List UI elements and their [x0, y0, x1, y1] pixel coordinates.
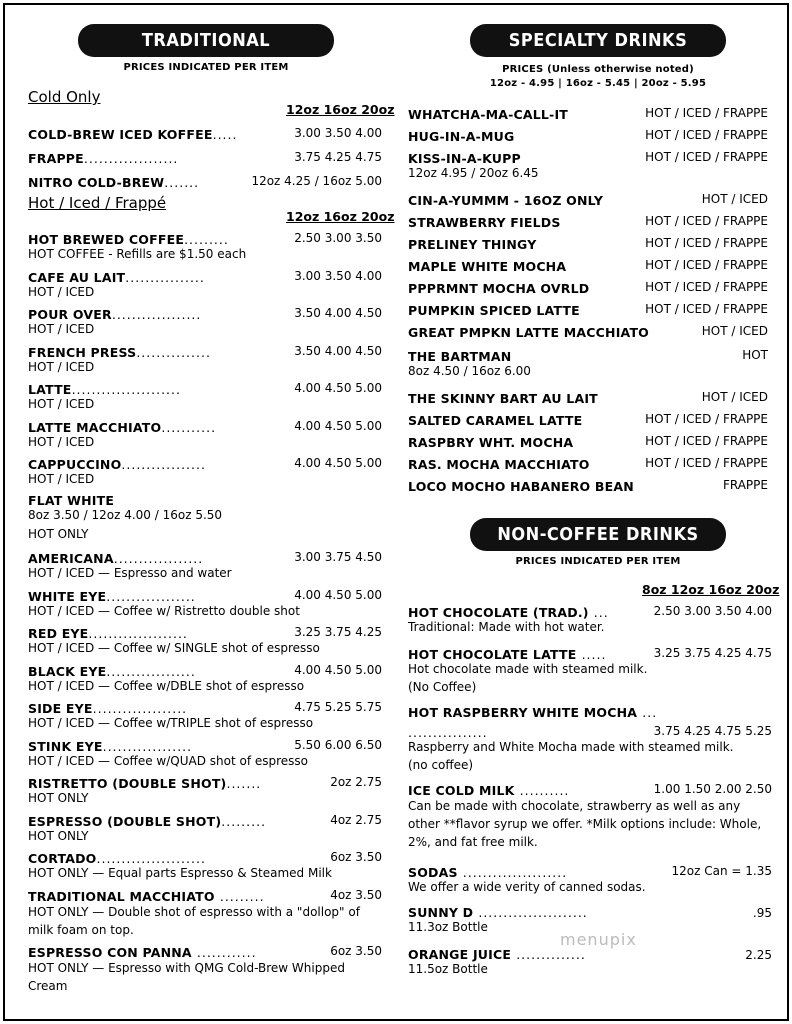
leader-dots: ............	[196, 945, 257, 960]
item-name: LATTE	[28, 382, 72, 397]
item-name: WHATCHA-MA-CALL-IT	[408, 107, 569, 122]
hot-item	[28, 417, 216, 436]
leader-dots: ...	[642, 705, 658, 720]
item-name: SIDE EYE	[28, 701, 93, 716]
specialty-item	[408, 190, 603, 209]
item-desc: HOT ONLY — Double shot of espresso with a "dollop" of milk foam on top.	[28, 905, 360, 937]
leader-dots: .................	[121, 457, 206, 472]
hot-item	[28, 267, 205, 286]
item-desc: HOT / ICED	[28, 472, 95, 486]
item-name: CIN-A-YUMMM - 16OZ ONLY	[408, 193, 604, 208]
item-name: ICE COLD MILK	[408, 783, 515, 798]
specialty-item	[408, 300, 580, 319]
cold-item	[28, 172, 199, 191]
item-desc: Traditional: Made with hot water.	[408, 620, 605, 634]
cold-only-heading: Cold Only	[28, 88, 101, 106]
item-options: HOT / ICED / FRAPPE	[645, 106, 768, 120]
item-desc: HOT / ICED	[28, 397, 95, 411]
hot-item	[28, 229, 229, 248]
item-desc: Hot chocolate made with steamed milk.	[408, 662, 648, 676]
item-price: 3.75 4.25 4.75	[294, 150, 382, 164]
item-name: FRENCH PRESS	[28, 344, 137, 360]
item-options: HOT / ICED	[701, 390, 768, 404]
espresso-item	[28, 586, 196, 605]
item-name: BLACK EYE	[28, 663, 107, 679]
item-price: 12oz 4.25 / 16oz 5.00	[251, 174, 382, 188]
item-name: LOCO MOCHO HABANERO BEAN	[408, 479, 634, 494]
item-desc: HOT / ICED — Coffee w/ SINGLE shot of espresso	[28, 641, 320, 655]
item-options: HOT / ICED / FRAPPE	[645, 280, 768, 294]
leader-dots: .....	[581, 647, 607, 662]
item-desc: HOT / ICED	[28, 322, 95, 336]
leader-dots: ...................	[92, 701, 188, 716]
leader-dots: ......................	[96, 851, 206, 866]
hot-iced-frappe-heading: Hot / Iced / Frappé	[28, 194, 167, 212]
sunny-d-item	[408, 902, 588, 921]
item-price: 5.50 6.00 6.50	[294, 737, 382, 752]
item-desc: HOT / ICED — Coffee w/QUAD shot of espresso	[28, 753, 309, 768]
item-options: HOT / ICED / FRAPPE	[645, 412, 768, 426]
specialty-item	[408, 346, 511, 365]
noncoffee-title: NON-COFFEE DRINKS	[470, 518, 726, 551]
leader-dots: .........	[184, 232, 229, 247]
item-name: RAS. MOCHA MACCHIATO	[408, 457, 590, 472]
specialty-item	[408, 234, 536, 253]
specialty-title: SPECIALTY DRINKS	[470, 24, 726, 57]
item-desc: (no coffee)	[408, 758, 474, 772]
item-price: 3.50 4.00 4.50	[294, 343, 382, 358]
item-name: FRAPPE	[28, 151, 84, 166]
item-options: HOT / ICED / FRAPPE	[645, 236, 768, 250]
item-name: PRELINEY THINGY	[408, 237, 537, 252]
leader-dots: ..............	[516, 947, 586, 962]
item-price: 6oz 3.50	[330, 944, 382, 958]
specialty-item	[408, 148, 521, 167]
leader-dots: ...........	[161, 419, 217, 435]
item-name: ESPRESSO CON PANNA	[28, 945, 192, 960]
specialty-item	[408, 256, 566, 275]
leader-dots: ..........	[519, 783, 570, 798]
item-desc: HOT / ICED	[28, 359, 95, 374]
item-name: RED EYE	[28, 626, 89, 641]
item-price: 4.00 4.50 5.00	[294, 456, 382, 470]
item-desc: (No Coffee)	[408, 680, 477, 694]
noncoffee-size-header: 8oz 12oz 16oz 20oz	[642, 582, 780, 597]
leader-dots: ......................	[71, 382, 181, 397]
item-options: HOT / ICED / FRAPPE	[645, 150, 768, 164]
leader-dots: .........	[221, 813, 267, 829]
item-name: AMERICANA	[28, 551, 114, 566]
traditional-subtitle: PRICES INDICATED PER ITEM	[123, 62, 289, 73]
item-price: 2.50 3.00 3.50	[294, 231, 382, 245]
hot-item	[28, 342, 211, 361]
cold-item	[28, 124, 237, 143]
item-price: .95	[752, 906, 772, 920]
item-options: HOT / ICED / FRAPPE	[645, 258, 768, 272]
item-desc: HOT / ICED — Coffee w/ Ristretto double shot	[28, 603, 300, 618]
item-options: FRAPPE	[722, 478, 768, 492]
item-price: 3.00 3.50 4.00	[294, 126, 382, 140]
item-note: 12oz 4.95 / 20oz 6.45	[408, 166, 539, 180]
hot-item	[28, 454, 206, 473]
item-desc: HOT / ICED — Coffee w/TRIPLE shot of espresso	[28, 716, 314, 730]
item-name: WHITE EYE	[28, 588, 107, 604]
item-name: KISS-IN-A-KUPP	[408, 151, 521, 166]
item-desc: HOT ONLY	[28, 791, 89, 805]
specialty-subtitle: PRICES (Unless otherwise noted)	[502, 64, 694, 75]
item-name: NITRO COLD-BREW	[28, 175, 165, 190]
item-desc: Raspberry and White Mocha made with steamed milk.	[408, 740, 734, 754]
specialty-item	[408, 410, 582, 429]
item-price: 3.00 3.75 4.50	[294, 550, 382, 564]
item-price: 4.00 4.50 5.00	[294, 418, 382, 433]
hot-item	[28, 304, 201, 323]
sodas-item	[408, 862, 567, 881]
item-price: 3.25 3.75 4.25 4.75	[653, 646, 772, 660]
item-name: PPPRMNT MOCHA OVRLD	[408, 281, 590, 296]
leader-dots: ....................	[88, 626, 188, 641]
item-name: TRADITIONAL MACCHIATO	[28, 889, 215, 904]
item-price: 4oz 2.75	[330, 812, 382, 827]
specialty-item	[408, 322, 649, 341]
item-desc: 11.3oz Bottle	[408, 920, 488, 934]
item-price: 2.25	[745, 948, 772, 962]
item-options: HOT / ICED / FRAPPE	[645, 214, 768, 228]
hot-size-header: 12oz 16oz 20oz	[286, 209, 395, 224]
item-name: MAPLE WHITE MOCHA	[408, 259, 567, 274]
espresso-item	[28, 661, 196, 680]
leader-dots: ...	[593, 605, 609, 620]
flat-white-desc: HOT ONLY	[28, 527, 89, 541]
espresso-item	[28, 698, 187, 717]
leader-dots: .......	[226, 776, 262, 791]
watermark: menupix	[560, 930, 637, 949]
raspberry-leader	[408, 722, 488, 741]
leader-dots: ......................	[478, 905, 588, 920]
flat-white-item	[28, 490, 114, 509]
item-price: 4oz 3.50	[330, 888, 382, 902]
leader-dots: ...............	[136, 344, 211, 360]
hot-chocolate-trad-item	[408, 602, 609, 621]
traditional-title: TRADITIONAL	[78, 24, 334, 57]
item-name: HOT RASPBERRY WHITE MOCHA	[408, 705, 638, 720]
item-desc: HOT ONLY — Equal parts Espresso & Steamed Milk	[28, 866, 332, 880]
specialty-item	[408, 278, 589, 297]
item-name: THE SKINNY BART AU LAIT	[408, 391, 598, 406]
cold-size-header: 12oz 16oz 20oz	[286, 102, 395, 117]
item-price: 2oz 2.75	[330, 775, 382, 789]
leader-dots: ................	[125, 269, 205, 285]
item-name: RASPBRY WHT. MOCHA	[408, 435, 574, 450]
item-price: 4.00 4.50 5.00	[294, 381, 382, 395]
espresso-item	[28, 811, 266, 830]
item-price: 3.25 3.75 4.25	[294, 625, 382, 639]
item-name: CAFE AU LAIT	[28, 269, 126, 285]
hot-raspberry-white-mocha-item	[408, 702, 657, 721]
item-price: 3.00 3.50 4.00	[294, 268, 382, 283]
item-options: HOT / ICED	[701, 324, 768, 338]
specialty-item	[408, 454, 590, 473]
espresso-item	[28, 623, 188, 642]
item-name: SALTED CARAMEL LATTE	[408, 413, 583, 428]
item-options: HOT / ICED	[701, 192, 768, 206]
item-name: SODAS	[408, 865, 458, 880]
leader-dots: ................	[408, 725, 488, 740]
leader-dots: ..................	[106, 663, 196, 679]
leader-dots: .....................	[462, 865, 568, 880]
item-name: ORANGE JUICE	[408, 947, 512, 962]
orange-juice-item	[408, 944, 586, 963]
item-name: HUG-IN-A-MUG	[408, 129, 515, 144]
item-options: HOT / ICED / FRAPPE	[645, 434, 768, 448]
item-desc: HOT COFFEE - Refills are $1.50 each	[28, 247, 247, 261]
item-name: LATTE MACCHIATO	[28, 419, 162, 435]
item-name: HOT BREWED COFFEE	[28, 232, 185, 247]
leader-dots: ..................	[102, 738, 193, 754]
item-name: THE BARTMAN	[408, 349, 512, 364]
item-name: HOT CHOCOLATE (TRAD.)	[408, 605, 589, 620]
leader-dots: ..................	[106, 588, 196, 604]
item-note: 8oz 4.50 / 16oz 6.00	[408, 364, 531, 378]
item-desc: HOT / ICED — Espresso and water	[28, 566, 232, 580]
espresso-item	[28, 548, 203, 567]
item-price: 4.00 4.50 5.00	[294, 662, 382, 677]
flat-white-sizes: 8oz 3.50 / 12oz 4.00 / 16oz 5.50	[28, 508, 223, 522]
item-options: HOT / ICED / FRAPPE	[645, 128, 768, 142]
item-name: ESPRESSO (DOUBLE SHOT)	[28, 813, 222, 829]
item-options: HOT / ICED / FRAPPE	[645, 456, 768, 470]
leader-dots: .........	[219, 889, 265, 904]
hot-item	[28, 379, 181, 398]
specialty-item	[408, 212, 561, 231]
item-desc: 11.5oz Bottle	[408, 962, 488, 976]
item-desc: We offer a wide verity of canned sodas.	[408, 880, 646, 894]
noncoffee-subtitle: PRICES INDICATED PER ITEM	[515, 556, 681, 567]
item-desc: HOT / ICED	[28, 284, 95, 299]
espresso-item	[28, 773, 261, 792]
item-name: COLD-BREW ICED KOFFEE	[28, 127, 213, 142]
item-name: GREAT PMPKN LATTE MACCHIATO	[408, 325, 649, 340]
leader-dots: ...................	[83, 151, 179, 166]
item-name: RISTRETTO (DOUBLE SHOT)	[28, 776, 227, 791]
item-desc: HOT / ICED	[28, 434, 95, 449]
specialty-item	[408, 104, 568, 123]
specialty-item	[408, 388, 598, 407]
leader-dots: .....	[212, 127, 238, 142]
cold-item	[28, 148, 178, 167]
leader-dots: ..................	[111, 307, 202, 322]
specialty-item	[408, 476, 634, 495]
item-price: 3.75 4.25 4.75 5.25	[653, 724, 772, 738]
item-name: STINK EYE	[28, 738, 103, 754]
item-price: 4.75 5.25 5.75	[294, 700, 382, 714]
item-name: FLAT WHITE	[28, 493, 115, 508]
espresso-item	[28, 736, 192, 755]
item-desc: HOT ONLY — Espresso with QMG Cold-Brew Whipped Cream	[28, 961, 345, 993]
leader-dots: .......	[164, 175, 200, 190]
specialty-price-line: 12oz - 4.95 | 16oz - 5.45 | 20oz - 5.95	[489, 78, 707, 89]
item-options: HOT / ICED / FRAPPE	[645, 302, 768, 316]
item-price: 1.00 1.50 2.00 2.50	[653, 782, 772, 796]
item-name: CORTADO	[28, 851, 97, 866]
item-desc: HOT / ICED — Coffee w/DBLE shot of espresso	[28, 678, 305, 693]
leader-dots: ..................	[113, 551, 204, 566]
item-name: POUR OVER	[28, 307, 112, 322]
item-options: HOT	[742, 348, 768, 362]
item-price: 3.50 4.00 4.50	[294, 306, 382, 320]
specialty-item	[408, 432, 573, 451]
item-price: 6oz 3.50	[330, 850, 382, 864]
item-price: 12oz Can = 1.35	[671, 864, 772, 878]
item-name: HOT CHOCOLATE LATTE	[408, 647, 577, 662]
item-name: SUNNY D	[408, 905, 474, 920]
espresso-item	[28, 848, 206, 867]
specialty-item	[408, 126, 514, 145]
item-price: 2.50 3.00 3.50 4.00	[653, 604, 772, 618]
item-desc: Can be made with chocolate, strawberry as well as any other **flavor syrup we offer. *Milk options include: Whole, 2%, and fat free milk.	[408, 799, 762, 849]
item-desc: HOT ONLY	[28, 828, 89, 843]
item-name: PUMPKIN SPICED LATTE	[408, 303, 580, 318]
item-name: CAPPUCCINO	[28, 457, 122, 472]
hot-chocolate-latte-item	[408, 644, 606, 663]
item-price: 4.00 4.50 5.00	[294, 587, 382, 602]
item-name: STRAWBERRY FIELDS	[408, 215, 561, 230]
